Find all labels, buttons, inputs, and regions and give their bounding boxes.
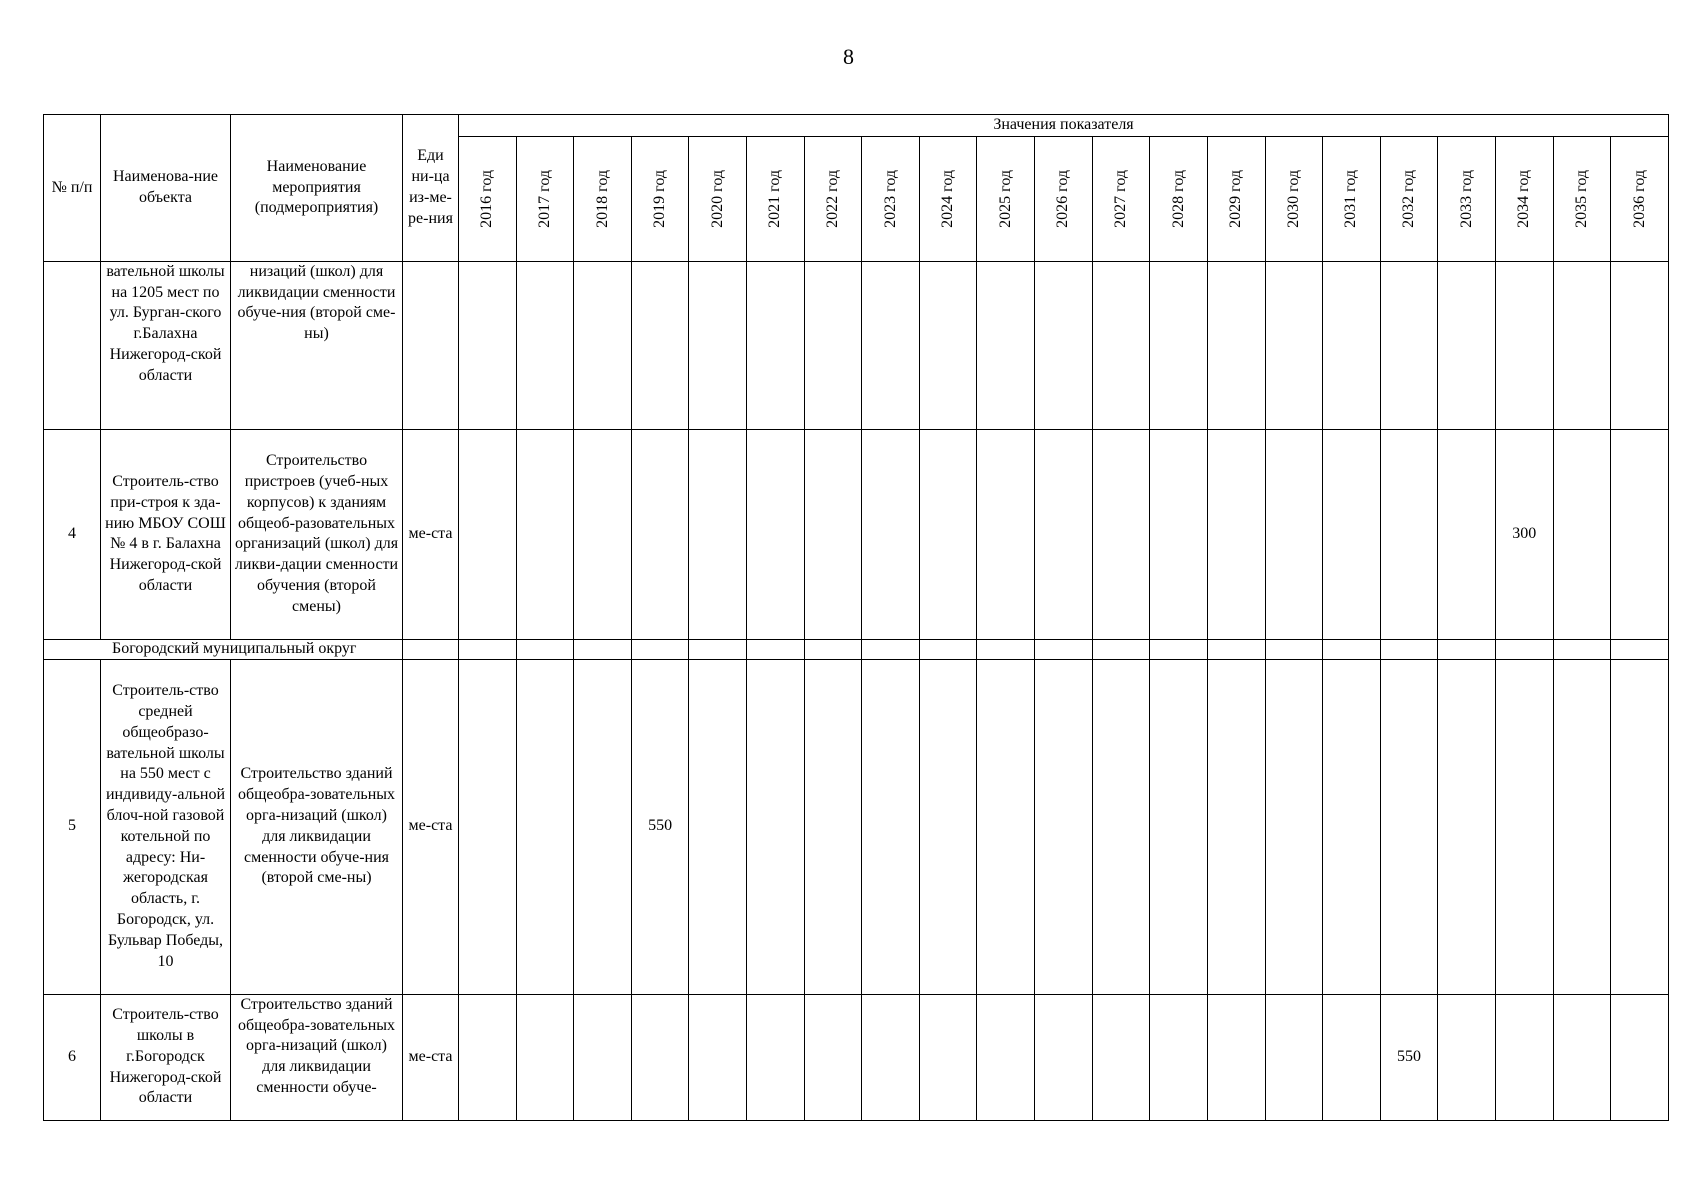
page-number: 8: [843, 44, 854, 69]
header-year-label: 2027 год: [1112, 169, 1129, 228]
table-row: [44, 659, 1669, 994]
value-cell: [689, 659, 747, 994]
header-object: Наименова-ние объекта: [101, 115, 231, 262]
value-cell: [1611, 659, 1669, 994]
empty-cell: [516, 639, 574, 659]
value-cell: [574, 261, 632, 429]
header-year: [1438, 136, 1496, 261]
value-cell: [1380, 261, 1438, 429]
header-year-label: 2034 год: [1515, 169, 1533, 228]
header-year: [804, 136, 862, 261]
row-number: 5: [44, 659, 101, 994]
header-year: [516, 136, 574, 261]
header-year-label: 2032 год: [1400, 169, 1418, 228]
header-year-label: 2030 год: [1284, 169, 1302, 228]
empty-cell: [1092, 639, 1150, 659]
header-row-main: [44, 115, 1669, 137]
value-cell: [574, 429, 632, 639]
value-cell: [459, 659, 517, 994]
header-year-label: 2017 год: [535, 169, 553, 228]
header-year-label: 2028 год: [1169, 169, 1187, 228]
event-name: Строительство зданий общеобра-зовательных орга-низаций (школ) для ликвидации сменности обуче-ния (второй сме-ны): [231, 659, 403, 994]
value-cell: [631, 429, 689, 639]
value-cell: [747, 659, 805, 994]
value-cell: [1438, 659, 1496, 994]
header-year-label: 2023 год: [881, 169, 899, 228]
value-cell: [516, 429, 574, 639]
event-name: Строительство зданий общеобра-зовательных орга-низаций (школ) для ликвидации сменности обуче-: [231, 994, 403, 1120]
header-year-label: 2021 год: [766, 169, 784, 228]
header-year: [574, 136, 632, 261]
header-year-label: 2031 год: [1342, 169, 1360, 228]
value-cell: 300: [1495, 429, 1553, 639]
value-cell: [689, 261, 747, 429]
table-row: [44, 261, 1669, 429]
header-year: [459, 136, 517, 261]
header-year: [1150, 136, 1208, 261]
unit-cell: ме-ста: [403, 429, 459, 639]
table-row: [44, 994, 1669, 1120]
value-cell: [804, 659, 862, 994]
empty-cell: [1150, 639, 1208, 659]
value-cell: [804, 994, 862, 1120]
empty-cell: [631, 639, 689, 659]
value-cell: [977, 659, 1035, 994]
header-year: [1380, 136, 1438, 261]
value-cell: [919, 659, 977, 994]
value-cell: [1380, 429, 1438, 639]
value-cell: [1265, 659, 1323, 994]
value-cell: [1553, 659, 1611, 994]
value-cell: [1323, 994, 1381, 1120]
value-cell: [1553, 429, 1611, 639]
value-cell: [1265, 994, 1323, 1120]
object-name: вательной школы на 1205 мест по ул. Бурган-ского г.Балахна Нижегород-ской области: [101, 261, 231, 429]
value-cell: [747, 994, 805, 1120]
unit-cell: ме-ста: [403, 994, 459, 1120]
value-cell: [1265, 261, 1323, 429]
value-cell: [1611, 429, 1669, 639]
empty-cell: [1380, 639, 1438, 659]
value-cell: [1092, 261, 1150, 429]
value-cell: [1438, 994, 1496, 1120]
header-year-label: 2025 год: [996, 169, 1014, 228]
value-cell: [1553, 261, 1611, 429]
value-cell: [804, 261, 862, 429]
header-year: [1323, 136, 1381, 261]
header-unit: Еди ни-ца из-ме-ре-ния: [403, 115, 459, 262]
empty-cell: [919, 639, 977, 659]
value-cell: [631, 261, 689, 429]
row-number: [44, 261, 101, 429]
header-year: [1265, 136, 1323, 261]
value-cell: [1207, 994, 1265, 1120]
value-cell: [459, 429, 517, 639]
value-cell: [1207, 659, 1265, 994]
header-year-label: 2036 год: [1630, 169, 1648, 228]
value-cell: [862, 429, 920, 639]
header-year-label: 2018 год: [593, 169, 611, 228]
header-year-label: 2033 год: [1457, 169, 1475, 228]
value-cell: [919, 261, 977, 429]
value-cell: [919, 994, 977, 1120]
value-cell: [516, 994, 574, 1120]
header-year-label: 2022 год: [823, 169, 841, 228]
table-row: [44, 429, 1669, 639]
value-cell: [1611, 261, 1669, 429]
empty-cell: [459, 639, 517, 659]
header-year-label: 2029 год: [1227, 169, 1245, 228]
value-cell: [1035, 659, 1093, 994]
header-year-label: 2016 год: [478, 169, 496, 228]
value-cell: [1323, 261, 1381, 429]
row-number: 6: [44, 994, 101, 1120]
value-cell: [1495, 994, 1553, 1120]
empty-cell: [689, 639, 747, 659]
value-cell: [1323, 429, 1381, 639]
value-cell: [689, 429, 747, 639]
empty-cell: [862, 639, 920, 659]
value-cell: [804, 429, 862, 639]
object-name: Строитель-ство при-строя к зда-нию МБОУ СОШ № 4 в г. Балахна Нижегород-ской области: [101, 429, 231, 639]
value-cell: [1092, 429, 1150, 639]
header-year: [631, 136, 689, 261]
empty-cell: [1611, 639, 1669, 659]
value-cell: [1495, 261, 1553, 429]
header-year-label: 2019 год: [651, 169, 669, 228]
value-cell: [1265, 429, 1323, 639]
value-cell: [977, 994, 1035, 1120]
header-year: [1035, 136, 1093, 261]
section-row: [44, 639, 1669, 659]
value-cell: [747, 261, 805, 429]
empty-cell: [977, 639, 1035, 659]
value-cell: [1092, 659, 1150, 994]
unit-cell: [403, 261, 459, 429]
value-cell: [574, 994, 632, 1120]
header-values-group: Значения показателя: [459, 115, 1669, 137]
header-year: [1553, 136, 1611, 261]
header-year-label: 2026 год: [1054, 169, 1072, 228]
header-no: № п/п: [44, 115, 101, 262]
value-cell: [1438, 261, 1496, 429]
empty-cell: [804, 639, 862, 659]
value-cell: [862, 261, 920, 429]
value-cell: [1380, 659, 1438, 994]
value-cell: [1092, 994, 1150, 1120]
value-cell: [689, 994, 747, 1120]
indicator-table: [43, 114, 1669, 1121]
value-cell: [631, 994, 689, 1120]
empty-cell: [1438, 639, 1496, 659]
header-event: Наименование мероприятия (подмероприятия): [231, 115, 403, 262]
empty-cell: [747, 639, 805, 659]
object-name: Строитель-ство школы в г.Богородск Нижегород-ской области: [101, 994, 231, 1120]
value-cell: [1150, 994, 1208, 1120]
value-cell: [977, 261, 1035, 429]
value-cell: [1207, 429, 1265, 639]
value-cell: [516, 261, 574, 429]
object-name: Строитель-ство средней общеобразо-вательной школы на 550 мест с индивиду-альной блоч-ной газовой котельной по адресу: Ни-жегородская область, г. Богородск, ул. Бульвар Победы, 10: [101, 659, 231, 994]
value-cell: [1035, 261, 1093, 429]
value-cell: [459, 261, 517, 429]
value-cell: [977, 429, 1035, 639]
value-cell: [747, 429, 805, 639]
value-cell: [1438, 429, 1496, 639]
header-year: [1207, 136, 1265, 261]
header-year: [689, 136, 747, 261]
value-cell: [1553, 994, 1611, 1120]
value-cell: [919, 429, 977, 639]
value-cell: [1035, 994, 1093, 1120]
value-cell: [1611, 994, 1669, 1120]
value-cell: [1495, 659, 1553, 994]
value-cell: [1150, 429, 1208, 639]
header-year: [747, 136, 805, 261]
value-cell: [1323, 659, 1381, 994]
event-name: Строительство пристроев (учеб-ных корпусов) к зданиям общеоб-разовательных организаций (школ) для ликви-дации сменности обучения (второй смены): [231, 429, 403, 639]
value-cell: [1150, 261, 1208, 429]
header-year: [1611, 136, 1669, 261]
value-cell: [574, 659, 632, 994]
empty-cell: [1265, 639, 1323, 659]
empty-cell: [1035, 639, 1093, 659]
table-body: [44, 261, 1669, 1120]
header-year: [862, 136, 920, 261]
value-cell: [862, 994, 920, 1120]
value-cell: [459, 994, 517, 1120]
header-year-label: 2020 год: [708, 169, 726, 228]
empty-cell: [403, 639, 459, 659]
empty-cell: [1323, 639, 1381, 659]
empty-cell: [574, 639, 632, 659]
header-year: [977, 136, 1035, 261]
event-name: низаций (школ) для ликвидации сменности обуче-ния (второй сме-ны): [231, 261, 403, 429]
header-year-label: 2024 год: [939, 169, 957, 228]
header-year: [919, 136, 977, 261]
value-cell: [1207, 261, 1265, 429]
value-cell: [862, 659, 920, 994]
section-title: Богородский муниципальный округ: [44, 639, 403, 659]
header-year-label: 2035 год: [1572, 169, 1590, 228]
header-year: [1092, 136, 1150, 261]
value-cell: [516, 659, 574, 994]
empty-cell: [1495, 639, 1553, 659]
value-cell: [1035, 429, 1093, 639]
row-number: 4: [44, 429, 101, 639]
empty-cell: [1553, 639, 1611, 659]
value-cell: [1150, 659, 1208, 994]
value-cell: 550: [1380, 994, 1438, 1120]
unit-cell: ме-ста: [403, 659, 459, 994]
header-year: [1495, 136, 1553, 261]
value-cell: 550: [631, 659, 689, 994]
empty-cell: [1207, 639, 1265, 659]
